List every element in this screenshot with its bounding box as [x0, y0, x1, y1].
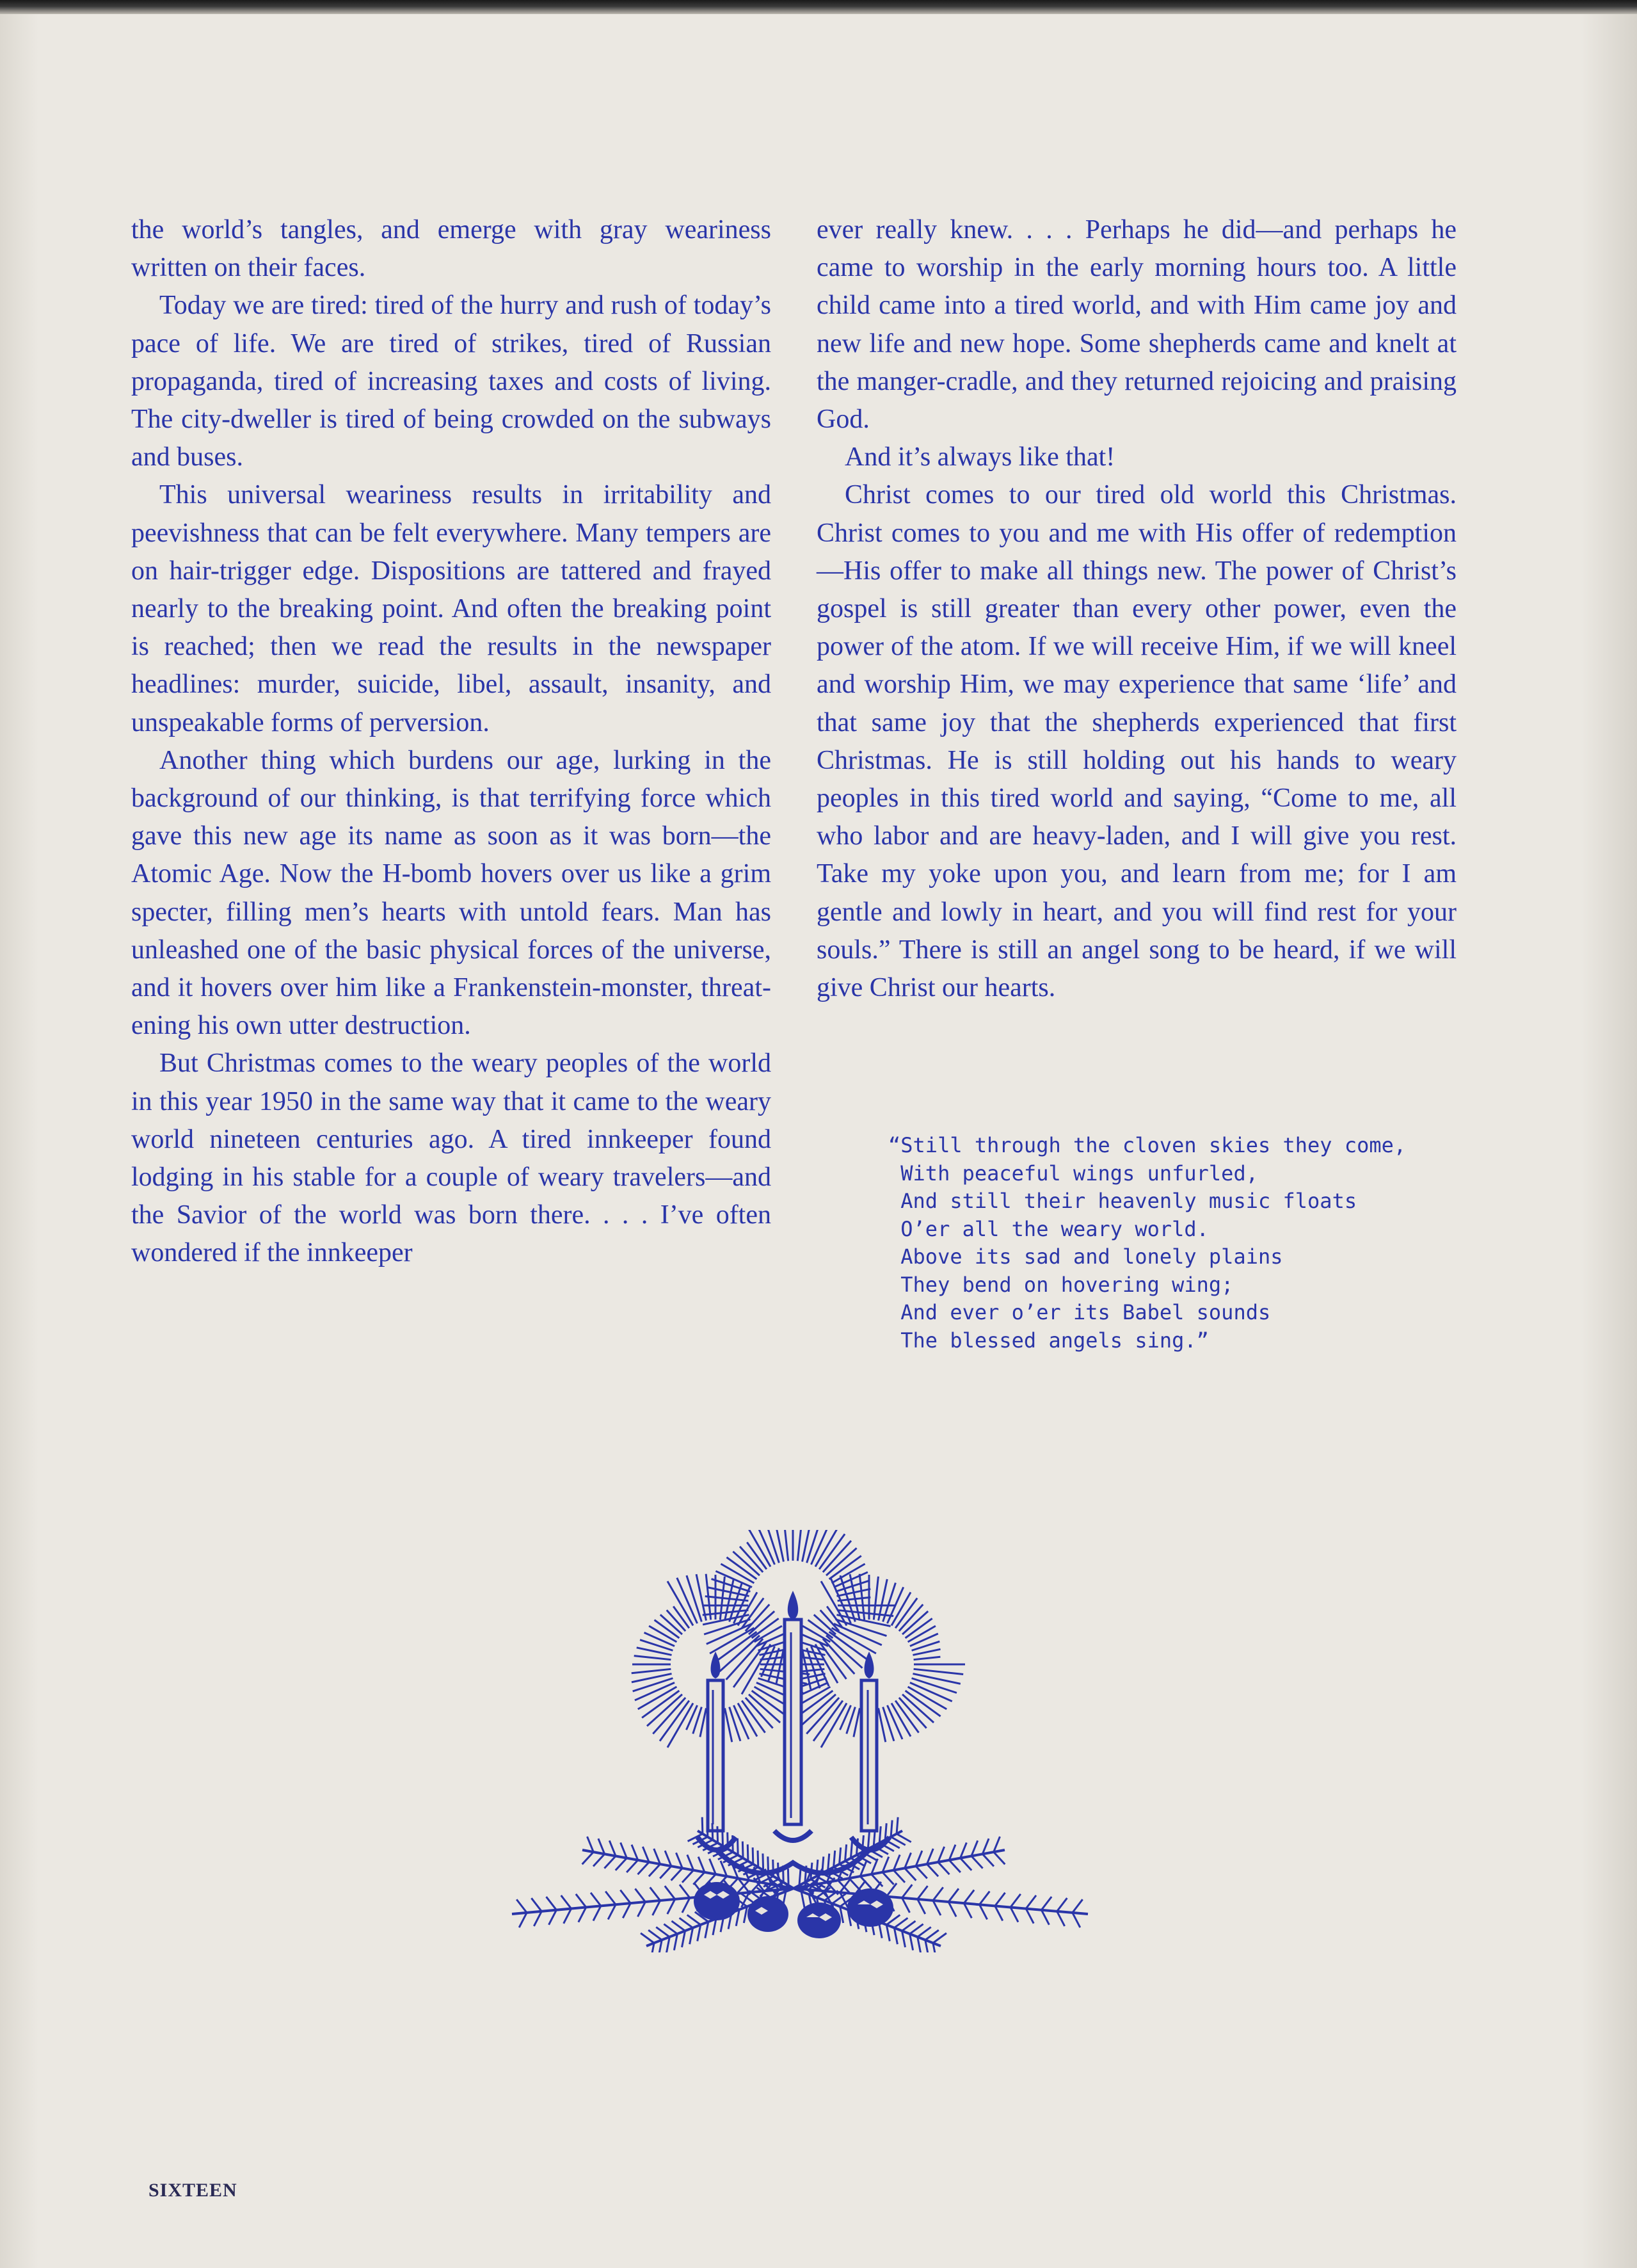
poem-line: O’er all the weary world. — [888, 1216, 1209, 1241]
right-text-column — [817, 211, 1457, 1007]
page-top-edge — [0, 0, 1637, 14]
left-text-column — [131, 211, 771, 1273]
paragraph: But Christmas comes to the weary peoples of the world in this year 1950 in the same way that it came to the weary world nineteen centuries ago. A tired innkeeper found lodging in his stable for a couple of weary travelers—and the Savior of the world was born there. . . . I’ve often wondered if the innkeeper — [131, 1049, 771, 1268]
poem-line: Above its sad and lonely plains — [888, 1244, 1283, 1269]
poem-line: And ever o’er its Babel sounds — [888, 1300, 1271, 1324]
paragraph: Christ comes to our tired old world this Christmas. Christ comes to you and me with His offer of redemption—His offer to make all things new. The power of Christ’s gospel is still greater than every other power, even the power of the atom. If we will receive Him, if we will kneel and worship Him, we may experience that same ‘life’ and that same joy that the shepherds experienced that first Christmas. He is still holding out his hands to weary peoples in this tired world and saying, “Come to me, all who labor and are heavy-laden, and I will give you rest. Take my yoke upon you, and learn from me; for I am gentle and lowly in heart, and you will find rest for your souls.” There is still an angel song to be heard, if we will give Christ our hearts. — [817, 480, 1457, 1003]
poem-line: The blessed angels sing.” — [888, 1328, 1209, 1353]
hymn-quotation — [888, 1132, 1464, 1355]
poem-line: And still their heavenly music floats — [888, 1189, 1357, 1213]
paragraph: Another thing which burdens our age, lurking in the background of our thinking, is that terrifying force which gave this new age its name as soon as it was born—the Atomic Age. Now the H-bomb hovers over us like a grim specter, filling men’s hearts with untold fears. Man has unleashed one of the basic physical forces of the universe, and it hovers over him like a Frankenstein-monster, threatening his own utter destruction. — [131, 745, 771, 1041]
poem-line: They bend on hovering wing; — [888, 1272, 1234, 1297]
poem-line: “Still through the cloven skies they come, — [888, 1133, 1407, 1157]
page-number: SIXTEEN — [148, 2180, 237, 2201]
paragraph: This universal weariness results in irritability and peevishness that can be felt everywhere. Many tempers are on hair-trigger edge. Dispositions are tattered and frayed nearly to the breaking point. And often the breaking point is reached; then we read the results in the newspaper headlines: murder, suicide, libel, assault, insanity, and unspeakable forms of perversion. — [131, 480, 771, 737]
paragraph: ever really knew. . . . Perhaps he did—and perhaps he came to worship in the early morning hours too. A little child came into a tired world, and with Him came joy and new life and new hope. Some shepherds came and knelt at the manger-cradle, and they returned rejoicing and praising God. — [817, 215, 1457, 435]
paragraph: Today we are tired: tired of the hurry and rush of today’s pace of life. We are tired of strikes, tired of Russian propaganda, tired of increasing taxes and costs of living. The city-dweller is tired of being crowded on the subways and buses. — [131, 291, 771, 472]
candelabra-with-pine-branches-icon — [506, 1530, 1094, 1952]
paragraph: And it’s always like that! — [845, 442, 1115, 472]
paragraph: the world’s tangles, and emerge with gray weariness written on their faces. — [131, 215, 771, 283]
poem-line: With peaceful wings unfurled, — [888, 1161, 1258, 1186]
